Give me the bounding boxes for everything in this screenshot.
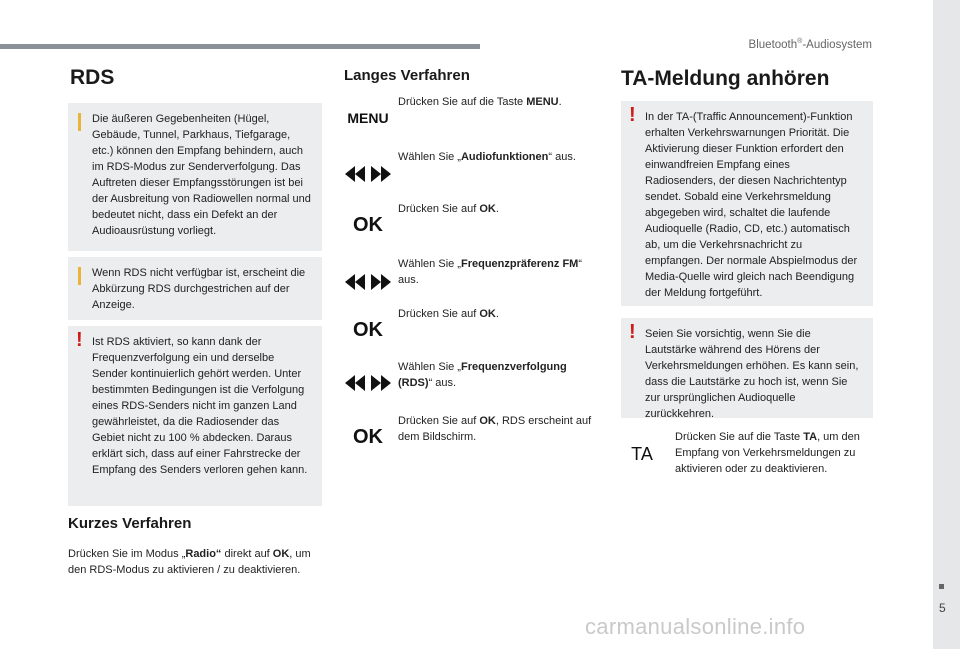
ta-heading: TA-Meldung anhören	[621, 67, 830, 90]
step-7-text: Drücken Sie auf OK, RDS erscheint auf dem Bildschirm.	[398, 415, 592, 443]
exclamation-icon: !	[629, 104, 636, 126]
note-text: In der TA-(Traffic Announcement)-Funktion erhalten Verkehrswarnungen Priorität. Die Aktivierung dieser Funktion erfordert den einwandfreien Empfang eines Radiosenders, der diesen Nachrichtentyp sendet. Sobald eine Verkehrsmeldung abgegeben wird, schaltet die laufende Audioquelle (Radio, CD, etc.) automatisch ab, um die Verkehrsnachricht zu empfangen. Der normale Abspielmodus der Media-Quelle wird gleich nach Beendigung der Meldung fortgeführt.	[645, 111, 858, 299]
warning-note-rds	[68, 326, 322, 506]
running-header: Bluetooth®-Audiosystem	[748, 38, 872, 51]
rds-heading: RDS	[70, 66, 115, 89]
note-text: Ist RDS aktiviert, so kann dank der Frequenzverfolgung ein und derselbe Sender kontinuierlich gehört werden. Unter bestimmten Bedingungen ist die Verfolgung eines RDS-Senders nicht im ganzen Land gewährleistet, da die Radiosender das Gebiet nicht zu 100 % abdecken. Daraus erklärt sich, dass auf einer Fahrstrecke der Empfang des Senders verloren gehen kann.	[92, 336, 308, 476]
step-3-text: Drücken Sie auf OK.	[398, 203, 499, 215]
ok-button-icon: OK	[353, 214, 383, 236]
warning-note-volume	[621, 318, 873, 418]
step-6-text: Wählen Sie „Frequenzverfolgung (RDS)“ aus.	[398, 361, 567, 389]
menu-button-icon: MENU	[347, 110, 389, 126]
arrows-left-right-icon	[343, 372, 393, 399]
short-procedure-heading: Kurzes Verfahren	[68, 515, 192, 532]
warning-note-ta	[621, 101, 873, 306]
long-procedure-heading: Langes Verfahren	[344, 67, 470, 84]
step-4-text: Wählen Sie „Frequenzpräferenz FM“ aus.	[398, 258, 583, 286]
info-bar-icon	[78, 113, 81, 131]
page-edge-strip	[933, 0, 960, 649]
arrows-left-right-icon	[343, 163, 393, 190]
ok-button-icon: OK	[353, 426, 383, 448]
ta-step-text: Drücken Sie auf die Taste TA, um den Empfang von Verkehrsmeldungen zu aktivieren oder zu deaktivieren.	[675, 431, 860, 475]
note-text: Wenn RDS nicht verfügbar ist, erscheint die Abkürzung RDS durchgestrichen auf der Anzeige.	[92, 267, 306, 311]
info-bar-icon	[78, 267, 81, 285]
info-note-rds-unavailable	[68, 257, 322, 320]
short-procedure-text: Drücken Sie im Modus „Radio“ direkt auf OK, um den RDS-Modus zu aktivieren / zu deaktivieren.	[68, 548, 311, 576]
ta-button-icon: TA	[631, 444, 653, 464]
header-rule	[0, 44, 480, 49]
end-mark	[939, 584, 944, 589]
step-1-text: Drücken Sie auf die Taste MENU.	[398, 96, 562, 108]
watermark: carmanualsonline.info	[585, 614, 806, 639]
note-text: Seien Sie vorsichtig, wenn Sie die Lautstärke während des Hörens der Verkehrsmeldungen erhöhen. Es kann sein, dass die Lautstärke zu hoch ist, wenn Sie zur ursprünglichen Audioquelle zurückkehren.	[645, 328, 859, 420]
note-text: Die äußeren Gegebenheiten (Hügel, Gebäude, Tunnel, Parkhaus, Tiefgarage, etc.) können den Empfang behindern, auch im RDS-Modus zur Senderverfolgung. Das Auftreten dieser Empfangsstörungen ist bei der Ausbreitung von Radiowellen normal und bedeutet nicht, dass ein Defekt an der Audioausrüstung vorliegt.	[92, 113, 311, 237]
step-5-text: Drücken Sie auf OK.	[398, 308, 499, 320]
arrows-left-right-icon	[343, 271, 393, 298]
info-note-reception	[68, 103, 322, 251]
page-number: 5	[939, 601, 946, 615]
exclamation-icon: !	[629, 321, 636, 343]
ok-button-icon: OK	[353, 319, 383, 341]
exclamation-icon: !	[76, 329, 83, 351]
step-2-text: Wählen Sie „Audiofunktionen“ aus.	[398, 151, 576, 163]
